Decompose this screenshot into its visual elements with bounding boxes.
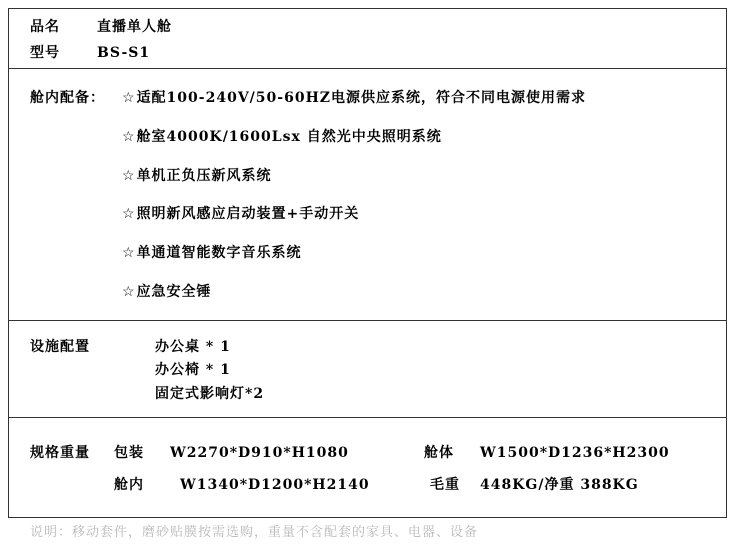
section-divider — [8, 68, 727, 69]
cabin-item: ☆ 单通道智能数字音乐系统 — [122, 244, 302, 262]
cabin-item: ☆ 舱室4000K/1600Lsx 自然光中央照明系统 — [122, 128, 442, 146]
section-divider — [8, 320, 727, 321]
cabin-item: ☆ 照明新风感应启动装置+手动开关 — [122, 205, 359, 223]
facilities-label: 设施配置 — [30, 339, 90, 355]
package-dimensions: W2270*D910*H1080 — [170, 445, 349, 461]
body-label: 舱体 — [424, 445, 454, 461]
facility-item: 固定式影响灯*2 — [155, 386, 265, 402]
facility-item: 办公椅 * 1 — [155, 362, 231, 378]
inner-label: 舱内 — [114, 477, 144, 493]
model-value: BS-S1 — [97, 45, 151, 61]
cabin-equipment-label: 舱内配备： — [30, 90, 105, 106]
gross-weight-label: 毛重 — [430, 477, 460, 493]
cabin-item: ☆ 单机正负压新风系统 — [122, 167, 272, 185]
section-divider — [8, 417, 727, 418]
body-dimensions: W1500*D1236*H2300 — [480, 445, 670, 461]
cabin-item: ☆ 适配100-240V/50-60HZ电源供应系统，符合不同电源使用需求 — [122, 89, 586, 107]
footnote: 说明：移动套件，磨砂贴膜按需选购，重量不含配套的家具、电器、设备 — [30, 525, 479, 540]
model-label: 型号 — [30, 45, 60, 61]
facility-item: 办公桌 * 1 — [155, 339, 231, 355]
cabin-item: ☆ 应急安全锤 — [122, 283, 212, 301]
specs-label: 规格重量 — [30, 445, 90, 461]
spec-sheet-frame — [8, 8, 727, 518]
product-name-label: 品名 — [30, 19, 60, 35]
inner-dimensions: W1340*D1200*H2140 — [180, 477, 370, 493]
package-label: 包装 — [114, 445, 144, 461]
weight-values: 448KG/净重 388KG — [480, 477, 639, 493]
product-name-value: 直播单人舱 — [97, 19, 172, 35]
